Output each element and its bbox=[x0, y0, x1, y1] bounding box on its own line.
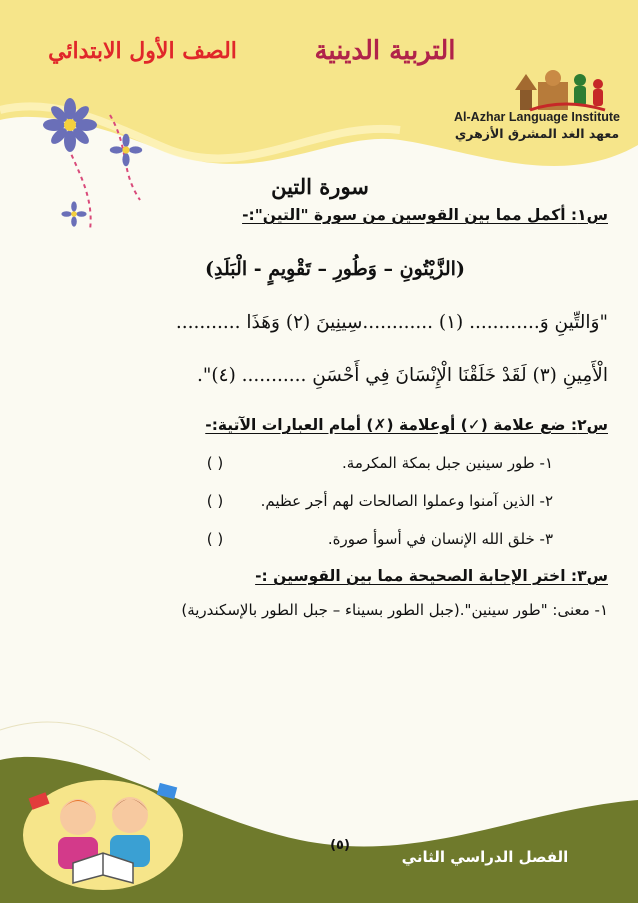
question-1-title: س١: أكمل مما بين القوسين من سورة "التين":- bbox=[242, 206, 608, 224]
subject-title: التربية الدينية bbox=[314, 36, 456, 66]
question-2-item-1: ١- طور سينين جبل بمكة المكرمة. bbox=[342, 454, 553, 472]
answer-box-2[interactable]: ( ) bbox=[206, 492, 224, 510]
question-2-item-3: ٣- خلق الله الإنسان في أسوأ صورة. bbox=[327, 530, 553, 548]
flower-icon bbox=[40, 95, 100, 155]
question-3-title: س٣: اختر الإجابة الصحيحة مما بين القوسين :- bbox=[255, 567, 608, 585]
institute-name-ar: معهد الغد المشرق الأزهري bbox=[454, 126, 620, 141]
surah-title: سورة التين bbox=[271, 174, 369, 199]
institute-name-en: Al-Azhar Language Institute bbox=[454, 110, 620, 124]
question-1-choices: (الزَّيْتُونِ – وَطُورِ – تَقْوِيمٍ - الْبَلَدِ) bbox=[205, 258, 465, 280]
question-2-title: س٢: ضع علامة (✓) أوعلامة (✗) أمام العبارات الآتية:- bbox=[205, 416, 608, 434]
children-reading-illustration bbox=[18, 765, 188, 893]
question-1-line-2: الْأَمِينِ (٣) لَقَدْ خَلَقْنَا الْإِنْسَانَ فِي أَحْسَنِ ........... (٤)". bbox=[197, 365, 608, 386]
term-label: الفصل الدراسي الثاني bbox=[401, 848, 569, 866]
answer-box-1[interactable]: ( ) bbox=[206, 454, 224, 472]
flower-icon bbox=[60, 200, 88, 228]
page-number: (٥) bbox=[330, 838, 350, 853]
question-1-line-1: "وَالتِّينِ وَ............ (١) ............سِينِينَ (٢) وَهَذَا ........... bbox=[175, 312, 608, 333]
answer-box-3[interactable]: ( ) bbox=[206, 530, 224, 548]
flower-icon bbox=[108, 132, 144, 168]
question-2-item-2: ٢- الذين آمنوا وعملوا الصالحات لهم أجر عظيم. bbox=[260, 492, 553, 510]
grade-title: الصف الأول الابتدائي bbox=[48, 38, 237, 64]
question-3-item-1: ١- معنى: "طور سينين".(جبل الطور بسيناء – جبل الطور بالإسكندرية) bbox=[181, 601, 608, 619]
